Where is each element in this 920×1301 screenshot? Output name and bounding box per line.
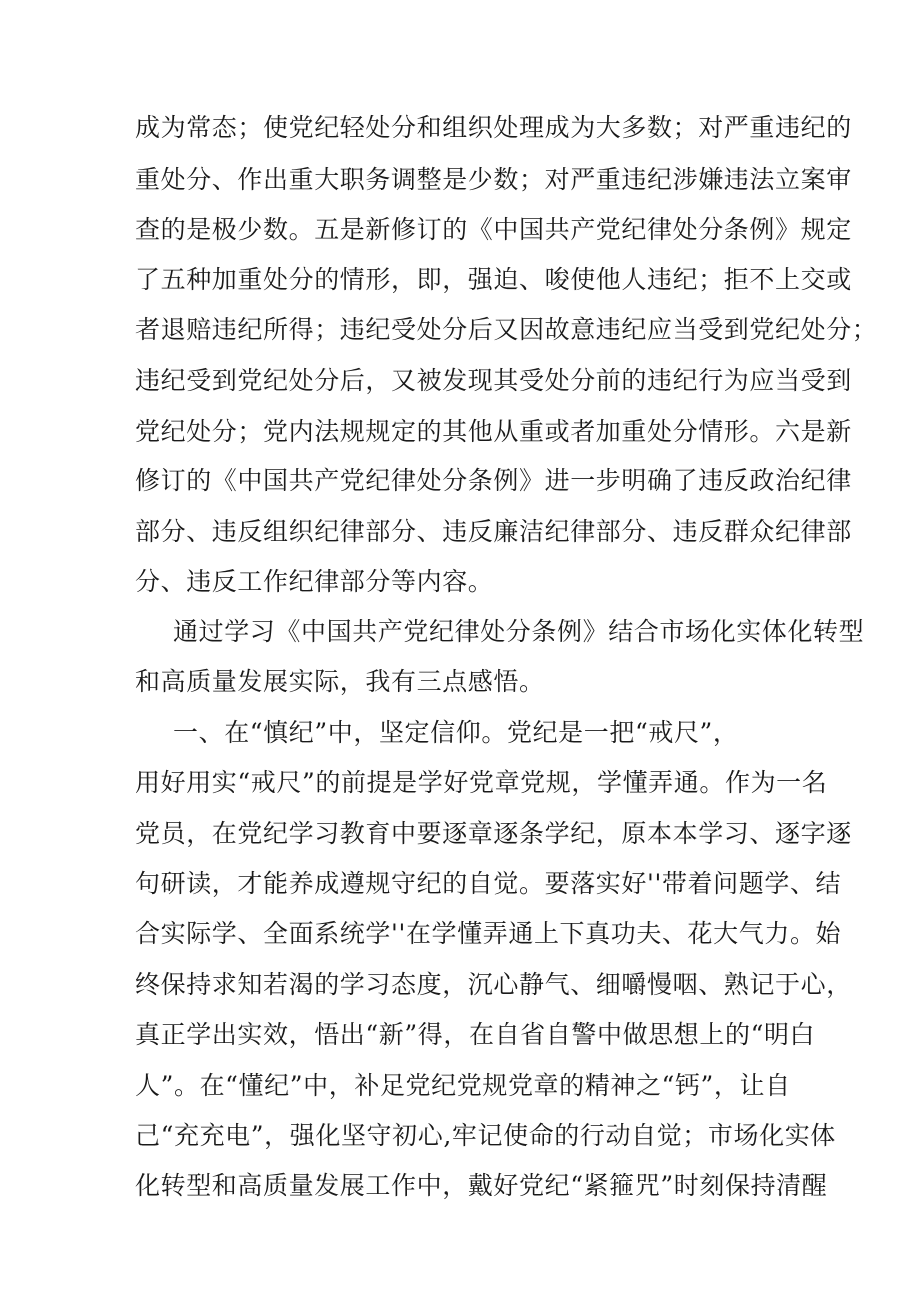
- text-line: 成为常态；使党纪轻处分和组织处理成为大多数；对严重违纪的: [135, 113, 852, 142]
- text-line: 合实际学、全面系统学''在学懂弄通上下真功夫、花大气力。始: [135, 919, 842, 948]
- text-line: 党员，在党纪学习教育中要逐章逐条学纪，原本本学习、逐字逐: [135, 819, 852, 848]
- text-line: 违纪受到党纪处分后，又被发现其受处分前的违纪行为应当受到: [135, 366, 852, 395]
- paragraph-first-line: 通过学习《中国共产党纪律处分条例》结合市场化实体化转型: [173, 617, 865, 646]
- text-line: 己“充充电”，强化坚守初心,牢记使命的行动自觉；市场化实体: [135, 1121, 836, 1150]
- text-line: 部分、违反组织纪律部分、违反廉洁纪律部分、违反群众纪律部: [135, 517, 852, 546]
- text-line: 修订的《中国共产党纪律处分条例》进一步明确了违反政治纪律: [135, 466, 852, 495]
- text-line: 终保持求知若渴的学习态度，沉心静气、细嚼慢咽、熟记于心，: [135, 970, 852, 999]
- text-line: 了五种加重处分的情形，即，强迫、唆使他人违纪；拒不上交或: [135, 265, 852, 294]
- text-line: 真正学出实效，悟出“新”得，在自省自警中做思想上的“明白: [135, 1020, 816, 1049]
- text-line: 用好用实“戒尺”的前提是学好党章党规，学懂弄通。作为一名: [135, 768, 828, 797]
- text-line: 和高质量发展实际，我有三点感悟。: [135, 667, 545, 696]
- text-line: 党纪处分；党内法规规定的其他从重或者加重处分情形。六是新: [135, 417, 852, 446]
- text-line: 查的是极少数。五是新修订的《中国共产党纪律处分条例》规定: [135, 215, 852, 244]
- text-line: 重处分、作出重大职务调整是少数；对严重违纪涉嫌违法立案审: [135, 165, 852, 194]
- text-line: 分、违反工作纪律部分等内容。: [135, 567, 494, 596]
- text-line: 人”。在“懂纪”中，补足党纪党规党章的精神之“钙”，让自: [135, 1071, 791, 1100]
- text-line: 化转型和高质量发展工作中，戴好党纪“紧箍咒”时刻保持清醒: [135, 1171, 828, 1200]
- text-line: 句研读，才能养成遵规守纪的自觉。要落实好''带着问题学、结: [135, 869, 842, 898]
- section-heading-line: 一、在“慎纪”中，坚定信仰。党纪是一把“戒尺”，: [173, 718, 739, 747]
- text-line: 者退赔违纪所得；违纪受处分后又因故意违纪应当受到党纪处分；: [135, 315, 878, 344]
